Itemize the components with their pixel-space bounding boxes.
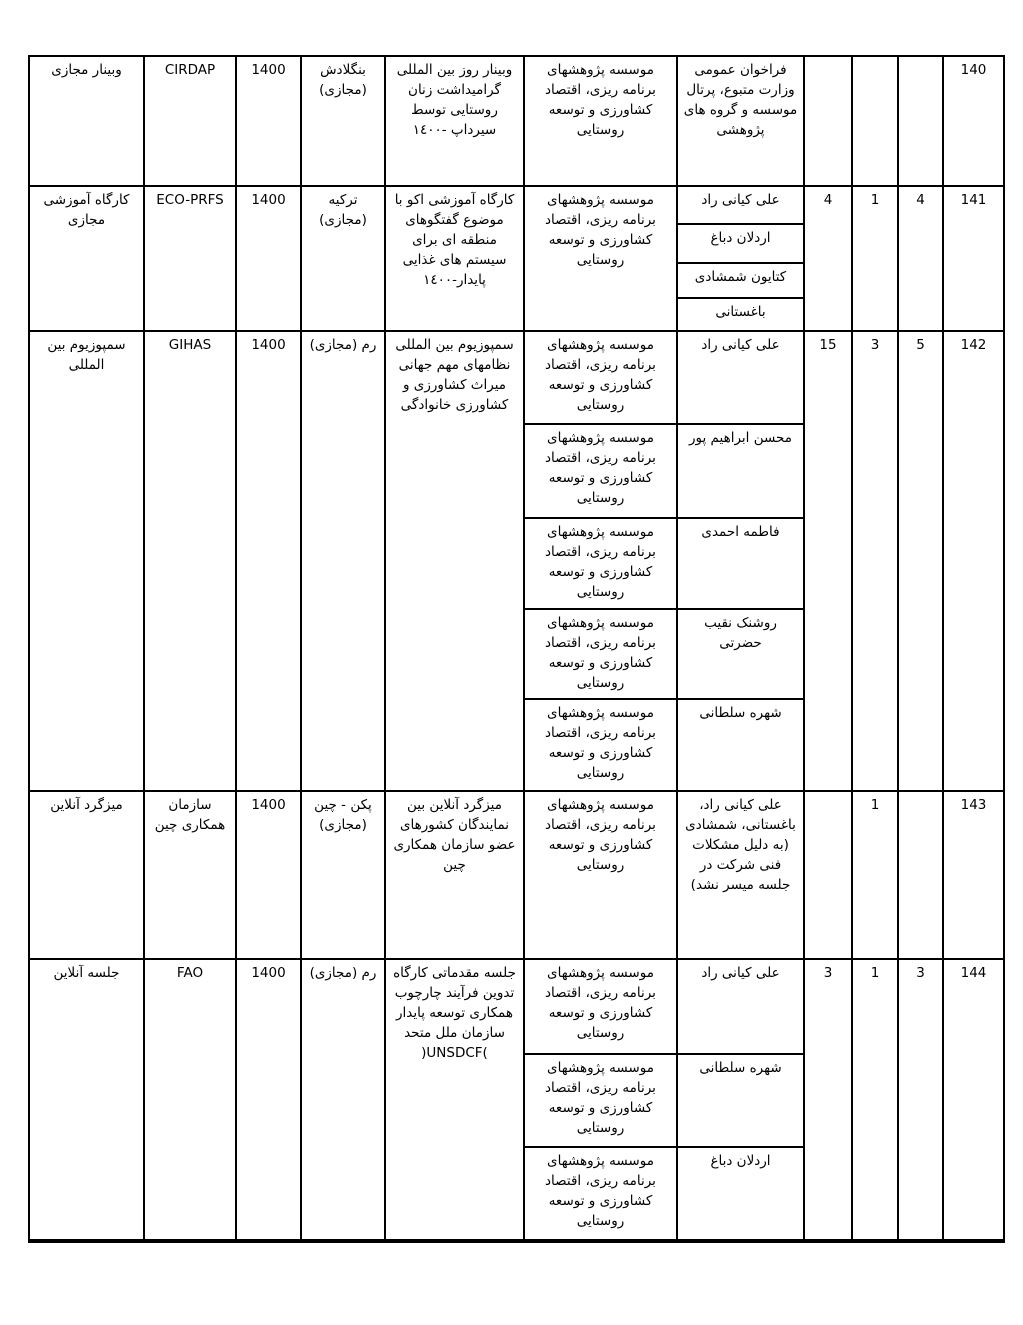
venue-cell: پکن - چین (مجازی) (301, 791, 385, 959)
count-b-cell (852, 56, 898, 186)
event-type-cell: وبینار مجازی (29, 56, 144, 186)
table-row (29, 959, 1004, 1054)
venue-cell: بنگلادش (مجازی) (301, 56, 385, 186)
participant-cell: شهره سلطانی (677, 699, 804, 791)
count-a-cell: 4 (898, 186, 943, 331)
organizer-cell: ECO-PRFS (144, 186, 236, 331)
year-cell: 1400 (236, 959, 301, 1241)
organizer-cell: FAO (144, 959, 236, 1241)
participant-cell: روشنک نقیب حضرتی (677, 609, 804, 699)
venue-cell: رم (مجازی) (301, 959, 385, 1241)
count-c-cell (804, 56, 852, 186)
institution-cell: موسسه پژوهشهای برنامه ریزی، اقتصاد کشاورزی و توسعه روستایی (524, 424, 677, 518)
table-row (29, 186, 1004, 224)
count-c-cell: 15 (804, 331, 852, 791)
count-c-cell: 4 (804, 186, 852, 331)
event-title-cell: کارگاه آموزشی اکو با موضوع گفتگوهای منطقه ای برای سیستم های غذایی پایدار-١٤٠٠ (385, 186, 524, 331)
participant-cell: شهره سلطانی (677, 1054, 804, 1147)
count-a-cell: 3 (898, 959, 943, 1241)
organizer-cell: CIRDAP (144, 56, 236, 186)
row-number-cell: 144 (943, 959, 1004, 1241)
year-cell: 1400 (236, 56, 301, 186)
participant-cell: محسن ابراهیم پور (677, 424, 804, 518)
table-row (29, 331, 1004, 424)
institution-cell: موسسه پژوهشهای برنامه ریزی، اقتصاد کشاورزی و توسعه روستایی (524, 1054, 677, 1147)
venue-cell: رم (مجازی) (301, 331, 385, 791)
participant-cell: اردلان دباغ (677, 1147, 804, 1241)
event-title-latin: )UNSDCF( (421, 1045, 488, 1061)
count-b-cell: 1 (852, 186, 898, 331)
institution-cell: موسسه پژوهشهای برنامه ریزی، اقتصاد کشاورزی و توسعه روستایی (524, 1147, 677, 1241)
venue-cell: ترکیه (مجازی) (301, 186, 385, 331)
row-number-cell: 140 (943, 56, 1004, 186)
institution-cell: موسسه پژوهشهای برنامه ریزی، اقتصاد کشاورزی و توسعه روستایی (524, 56, 677, 186)
event-title-cell: وبینار روز بین المللی گرامیداشت زنان روستایی توسط سیرداپ -١٤٠٠ (385, 56, 524, 186)
count-a-cell: 5 (898, 331, 943, 791)
participant-cell: علی کیانی راد (677, 331, 804, 424)
count-a-cell (898, 791, 943, 959)
event-type-cell: سمپوزیوم بین المللی (29, 331, 144, 791)
participant-cell: فراخوان عمومی وزارت متبوع، پرتال موسسه و گروه های پژوهشی (677, 56, 804, 186)
event-title-cell: سمپوزیوم بین المللی نظامهای مهم جهانی میراث کشاورزی و کشاورزی خانوادگی (385, 331, 524, 791)
institution-cell: موسسه پژوهشهای برنامه ریزی، اقتصاد کشاورزی و توسعه روستایی (524, 609, 677, 699)
institution-cell: موسسه پژوهشهای برنامه ریزی، اقتصاد کشاورزی و توسعه روستایی (524, 331, 677, 424)
count-c-cell (804, 791, 852, 959)
institution-cell: موسسه پژوهشهای برنامه ریزی، اقتصاد کشاورزی و توسعه روستایی (524, 791, 677, 959)
institution-cell: موسسه پژوهشهای برنامه ریزی، اقتصاد کشاورزی و توسعه روستایی (524, 186, 677, 331)
participant-cell: فاطمه احمدی (677, 518, 804, 609)
institution-cell: موسسه پژوهشهای برنامه ریزی، اقتصاد کشاورزی و توسعه روستایی (524, 699, 677, 791)
organizer-cell: GIHAS (144, 331, 236, 791)
event-type-cell: میزگرد آنلاین (29, 791, 144, 959)
row-number-cell: 141 (943, 186, 1004, 331)
event-title-text: جلسه مقدماتی کارگاه تدوین فرآیند چارچوب همکاری توسعه پایدار سازمان ملل متحد (393, 965, 516, 1041)
row-number-cell: 142 (943, 331, 1004, 791)
participant-cell: علی کیانی راد (677, 959, 804, 1054)
table-row (29, 791, 1004, 959)
count-b-cell: 1 (852, 959, 898, 1241)
participant-cell: علی کیانی راد (677, 186, 804, 224)
year-cell: 1400 (236, 331, 301, 791)
event-type-cell: کارگاه آموزشی مجازی (29, 186, 144, 331)
event-title-cell (385, 959, 524, 1241)
event-title-cell: میزگرد آنلاین بین نمایندگان کشورهای عضو سازمان همکاری چین (385, 791, 524, 959)
count-b-cell: 3 (852, 331, 898, 791)
events-table (28, 55, 1005, 1243)
participant-cell: کتایون شمشادی (677, 263, 804, 298)
event-type-cell: جلسه آنلاین (29, 959, 144, 1241)
institution-cell: موسسه پژوهشهای برنامه ریزی، اقتصاد کشاورزی و توسعه روستایی (524, 959, 677, 1054)
participant-cell: باغستانی (677, 298, 804, 331)
count-c-cell: 3 (804, 959, 852, 1241)
year-cell: 1400 (236, 186, 301, 331)
count-b-cell: 1 (852, 791, 898, 959)
organizer-cell: سازمان همکاری چین (144, 791, 236, 959)
row-number-cell: 143 (943, 791, 1004, 959)
institution-cell: موسسه پژوهشهای برنامه ریزی، اقتصاد کشاورزی و توسعه روستایی (524, 518, 677, 609)
year-cell: 1400 (236, 791, 301, 959)
table-row (29, 56, 1004, 186)
participant-cell: علی کیانی راد، باغستانی، شمشادی (به دلیل مشکلات فنی شرکت در جلسه میسر نشد) (677, 791, 804, 959)
count-a-cell (898, 56, 943, 186)
participant-cell: اردلان دباغ (677, 224, 804, 263)
